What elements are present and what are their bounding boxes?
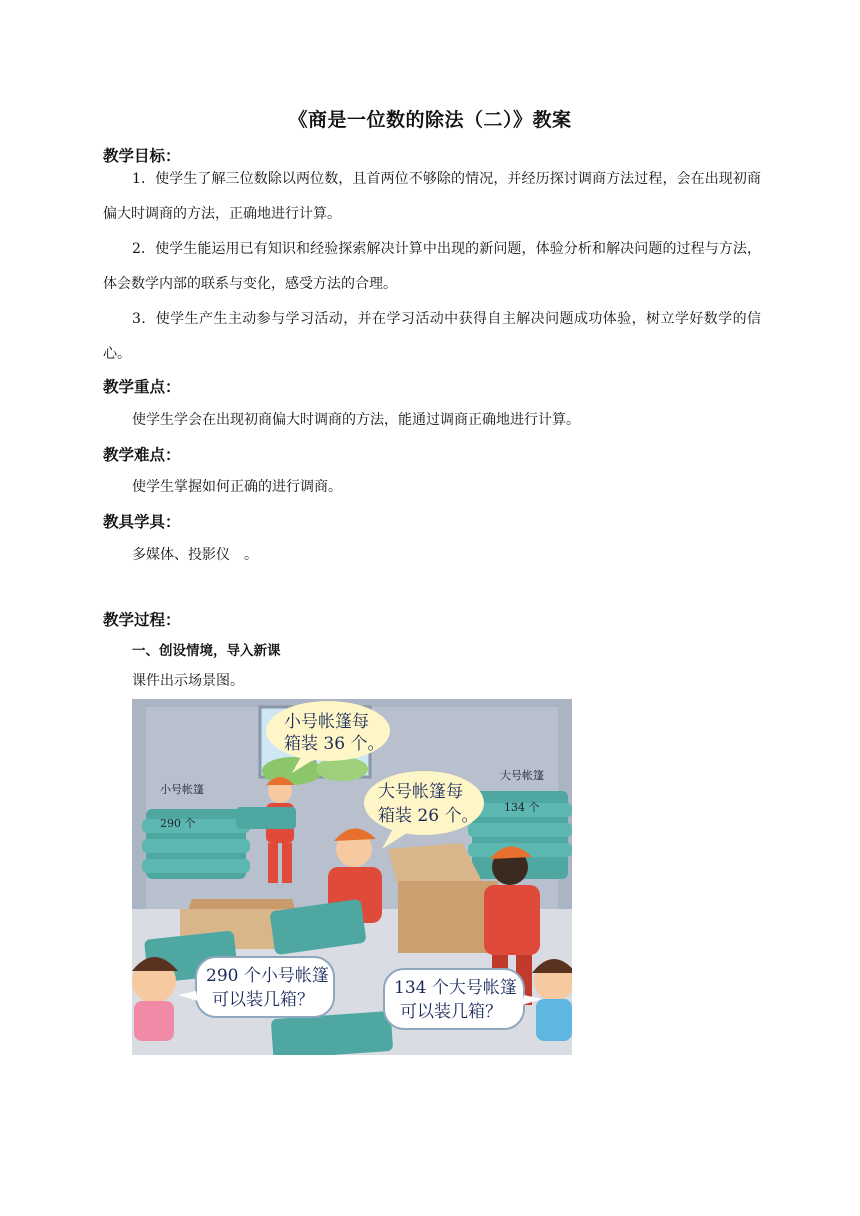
tools-heading: 教具学具： (103, 513, 181, 531)
intro-text: 课件出示场景图。 (132, 673, 244, 689)
left-pile-count: 290 个 (160, 817, 196, 830)
question-left-line2: 可以装几箱？ (212, 990, 314, 1010)
objective-item-2: 2．使学生能运用已有知识和经验探索解决计算中出现的新问题，体验分析和解决问题的过程与方法，体会数学内部的联系与变化，感受方法的合理。 (103, 241, 761, 292)
tools-text: 多媒体、投影仪 。 (132, 547, 258, 563)
objectives-heading: 教学目标： (103, 147, 181, 165)
objective-item-3: 3．使学生产生主动参与学习活动，并在学习活动中获得自主解决问题成功体验，树立学好数学的信心。 (103, 311, 761, 362)
objective-item-1: 1．使学生了解三位数除以两位数，且首两位不够除的情况，并经历探讨调商方法过程，会在出现初商偏大时调商的方法，正确地进行计算。 (103, 171, 761, 222)
bubble-large-line2: 箱装 26 个。 (378, 806, 479, 826)
question-right-line1: 134 个大号帐篷 (394, 978, 517, 998)
key-point-heading: 教学重点： (103, 378, 181, 396)
right-pile-label: 大号帐篷 (500, 769, 544, 782)
left-pile-label: 小号帐篷 (160, 783, 204, 796)
difficulty-heading: 教学难点： (103, 446, 181, 464)
key-point-text: 使学生学会在出现初商偏大时调商的方法，能通过调商正确地进行计算。 (132, 412, 580, 428)
bubble-small-line1: 小号帐篷每 (284, 712, 369, 732)
page-title: 《商是一位数的除法（二）》教案 (288, 109, 572, 131)
scene-illustration (132, 699, 572, 1055)
question-bubble-left (178, 957, 334, 1017)
process-heading: 教学过程： (103, 611, 181, 629)
scene-svg (132, 699, 572, 1055)
section-1-title: 一、创设情境，导入新课 (132, 643, 281, 659)
bubble-large-line1: 大号帐篷每 (378, 782, 463, 802)
question-bubble-right (384, 969, 542, 1029)
question-left-line1: 290 个小号帐篷 (206, 966, 329, 986)
right-pile-count: 134 个 (504, 801, 540, 814)
left-tent-pile (142, 809, 250, 879)
bubble-small-line2: 箱装 36 个。 (284, 734, 385, 754)
difficulty-text: 使学生掌握如何正确的进行调商。 (132, 479, 342, 495)
question-right-line2: 可以装几箱？ (400, 1002, 502, 1022)
